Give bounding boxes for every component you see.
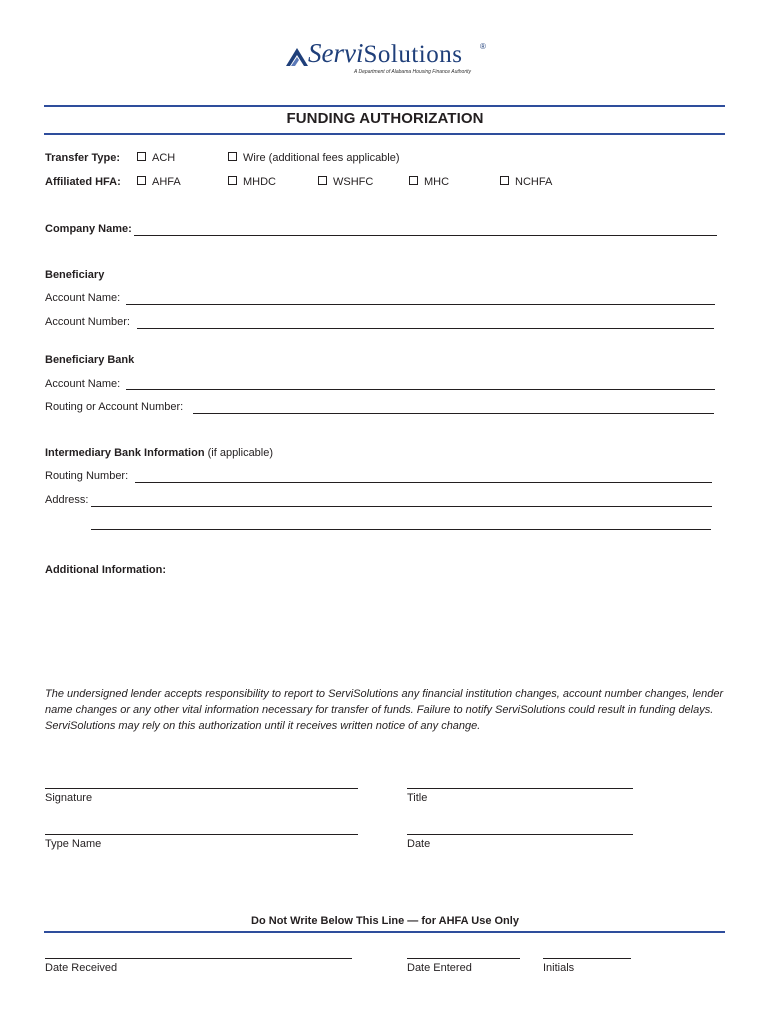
logo-wordmark: ServiSolutions [308,38,463,68]
bank-routing-label: Routing or Account Number: [45,401,184,413]
company-name-label: Company Name: [45,223,132,235]
intermediary-address-field-2[interactable] [91,529,711,530]
title-field[interactable] [407,788,633,789]
intermediary-heading: Intermediary Bank Information (if applicable) [45,447,274,459]
servisolutions-logo [286,38,516,82]
checkbox-icon[interactable] [318,176,327,185]
beneficiary-account-name-field[interactable] [126,304,715,305]
checkbox-icon[interactable] [409,176,418,185]
checkbox-mhc[interactable]: MHC [409,176,449,188]
signature-label: Signature [45,792,93,804]
date-received-field[interactable] [45,958,352,959]
registered-mark: ® [480,42,486,51]
company-name-field[interactable] [134,235,717,236]
additional-information-area[interactable] [45,582,725,677]
transfer-type-label: Transfer Type: [45,152,120,164]
bank-routing-field[interactable] [193,413,714,414]
title-bottom-rule [44,133,725,135]
checkbox-nchfa[interactable]: NCHFA [500,176,552,188]
logo-tagline: A Department of Alabama Housing Finance Authority [354,69,472,75]
checkbox-wshfc[interactable]: WSHFC [318,176,373,188]
beneficiary-account-number-field[interactable] [137,328,714,329]
type-name-field[interactable] [45,834,358,835]
checkbox-ach[interactable]: ACH [137,152,175,164]
beneficiary-account-number-label: Account Number: [45,316,130,328]
page-title: FUNDING AUTHORIZATION [286,110,484,127]
checkbox-icon[interactable] [137,176,146,185]
intermediary-routing-field[interactable] [135,482,712,483]
date-label: Date [407,838,431,850]
date-entered-label: Date Entered [407,962,472,974]
checkbox-icon[interactable] [137,152,146,161]
intermediary-address-label: Address: [45,494,89,506]
bank-account-name-label: Account Name: [45,378,121,390]
date-received-label: Date Received [45,962,118,974]
checkbox-mhdc[interactable]: MHDC [228,176,276,188]
roof-logo-icon [286,46,308,66]
checkbox-icon[interactable] [500,176,509,185]
intermediary-address-field[interactable] [91,506,712,507]
title-label: Title [407,792,428,804]
checkbox-ahfa[interactable]: AHFA [137,176,181,188]
affiliated-hfa-label: Affiliated HFA: [45,176,121,188]
additional-information-label: Additional Information: [45,564,166,576]
title-top-rule [44,105,725,107]
initials-label: Initials [543,962,575,974]
date-field[interactable] [407,834,633,835]
intermediary-routing-label: Routing Number: [45,470,129,482]
signature-field[interactable] [45,788,358,789]
initials-field[interactable] [543,958,631,959]
checkbox-wire[interactable]: Wire (additional fees applicable) [228,152,400,164]
bank-account-name-field[interactable] [126,389,715,390]
type-name-label: Type Name [45,838,102,850]
beneficiary-heading: Beneficiary [45,269,105,281]
disclaimer-text: The undersigned lender accepts responsibility to report to ServiSolutions any financial institution changes, account number changes, lender name changes or any other vital information necessary for transfer of funds. Failure to notify ServiSolutions could result in funding delays. ServiSolutions may rely on this authorization until it receives written notice of any change. [45,688,724,732]
office-use-rule [44,931,725,933]
beneficiary-account-name-label: Account Name: [45,292,121,304]
date-entered-field[interactable] [407,958,520,959]
checkbox-icon[interactable] [228,176,237,185]
beneficiary-bank-heading: Beneficiary Bank [45,354,135,366]
checkbox-icon[interactable] [228,152,237,161]
office-use-heading: Do Not Write Below This Line — for AHFA Use Only [251,915,519,927]
